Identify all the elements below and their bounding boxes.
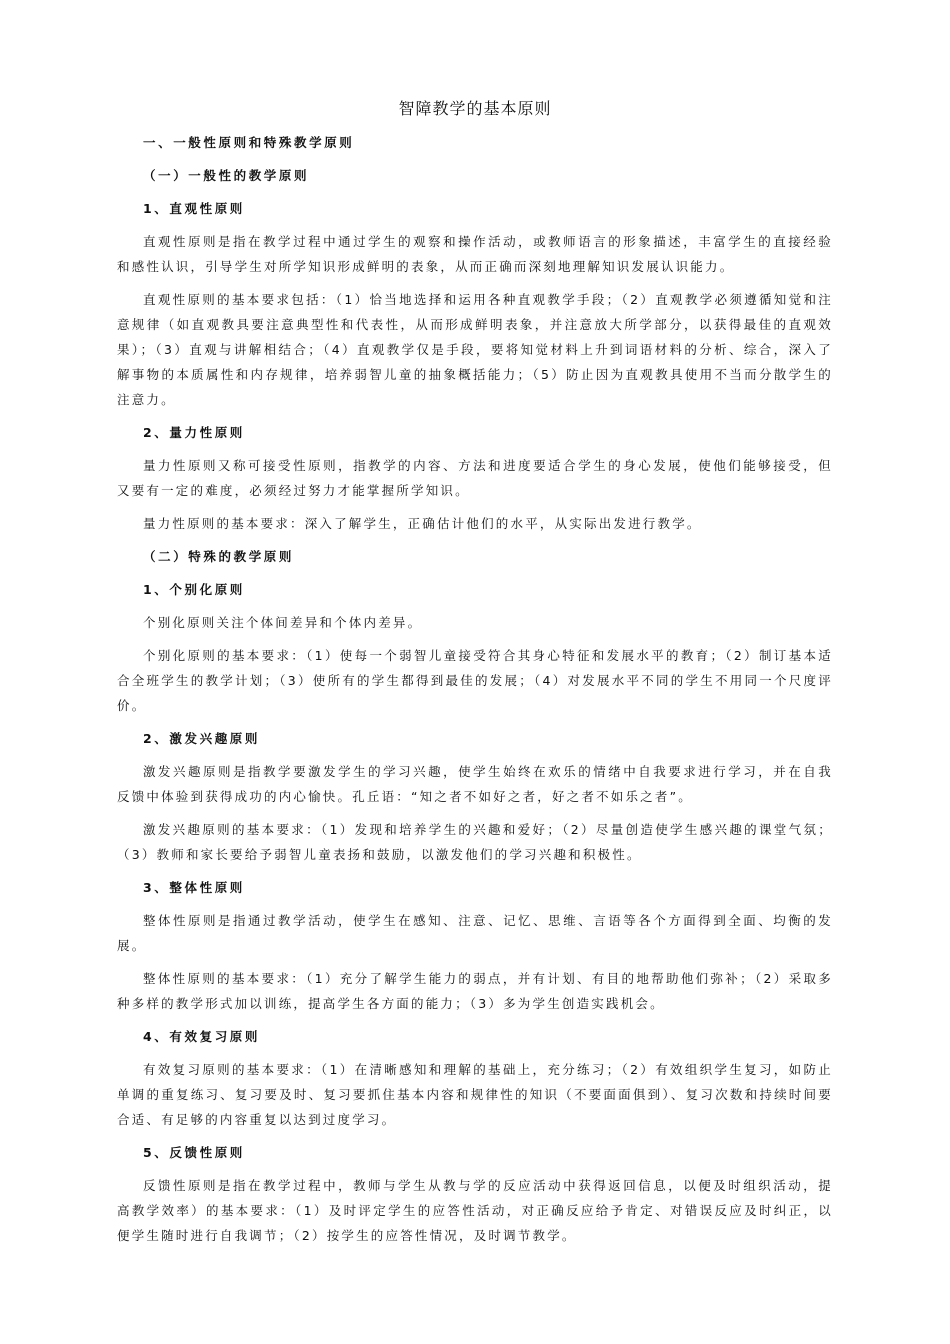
paragraph: 量力性原则的基本要求：深入了解学生，正确估计他们的水平，从实际出发进行教学。 bbox=[143, 516, 702, 531]
paragraph: 个别化原则关注个体间差异和个体内差异。 bbox=[143, 615, 423, 630]
paragraph: 整体性原则的基本要求：（1）充分了解学生能力的弱点，并有计划、有目的地帮助他们弥补；（2）采取多种多样的教学形式加以训练，提高学生各方面的能力；（3）多为学生创造实践机会。 bbox=[117, 971, 833, 1011]
principle-heading-individualized: 1、个别化原则 bbox=[143, 582, 245, 597]
principle-heading-feedback: 5、反馈性原则 bbox=[143, 1145, 245, 1160]
paragraph: 量力性原则又称可接受性原则，指教学的内容、方法和进度要适合学生的身心发展，使他们能够接受，但又要有一定的难度，必须经过努力才能掌握所学知识。 bbox=[117, 458, 833, 498]
document-body bbox=[117, 130, 833, 1256]
paragraph: 个别化原则的基本要求：（1）使每一个弱智儿童接受符合其身心特征和发展水平的教育；（2）制订基本适合全班学生的教学计划；（3）使所有的学生都得到最佳的发展；（4）对发展水平不同的学生不用同一个尺度评价。 bbox=[117, 648, 833, 713]
paragraph: 有效复习原则的基本要求：（1）在清晰感知和理解的基础上，充分练习；（2）有效组织学生复习，如防止单调的重复练习、复习要及时、复习要抓住基本内容和规律性的知识（不要面面俱到）、复习次数和持续时间要合适、有足够的内容重复以达到过度学习。 bbox=[117, 1062, 833, 1127]
principle-heading-review: 4、有效复习原则 bbox=[143, 1029, 260, 1044]
paragraph: 激发兴趣原则的基本要求：（1）发现和培养学生的兴趣和爱好；（2）尽量创造使学生感兴趣的课堂气氛；（3）教师和家长要给予弱智儿童表扬和鼓励，以激发他们的学习兴趣和积极性。 bbox=[117, 822, 833, 862]
principle-heading-capacity: 2、量力性原则 bbox=[143, 425, 245, 440]
document-title: 智障教学的基本原则 bbox=[398, 99, 552, 118]
paragraph: 整体性原则是指通过教学活动，使学生在感知、注意、记忆、思维、言语等各个方面得到全面、均衡的发展。 bbox=[117, 913, 833, 953]
principle-heading-holistic: 3、整体性原则 bbox=[143, 880, 245, 895]
principle-heading-intuitive: 1、直观性原则 bbox=[143, 201, 245, 216]
paragraph: 反馈性原则是指在教学过程中，教师与学生从教与学的反应活动中获得返回信息，以便及时组织活动，提高教学效率）的基本要求：（1）及时评定学生的应答性活动，对正确反应给予肯定、对错误反应及时纠正，以便学生随时进行自我调节；（2）按学生的应答性情况，及时调节教学。 bbox=[117, 1178, 833, 1243]
principle-heading-interest: 2、激发兴趣原则 bbox=[143, 731, 260, 746]
section-heading-1: 一、一般性原则和特殊教学原则 bbox=[143, 135, 355, 150]
paragraph: 直观性原则的基本要求包括：（1）恰当地选择和运用各种直观教学手段；（2）直观教学必须遵循知觉和注意规律（如直观教具要注意典型性和代表性，从而形成鲜明表象，并注意放大所学部分，以获得最佳的直观效果）；（3）直观与讲解相结合；（4）直观教学仅是手段，要将知觉材料上升到词语材料的分析、综合，深入了解事物的本质属性和内存规律，培养弱智儿童的抽象概括能力；（5）防止因为直观教具使用不当而分散学生的注意力。 bbox=[117, 292, 833, 407]
paragraph: 直观性原则是指在教学过程中通过学生的观察和操作活动，或教师语言的形象描述，丰富学生的直接经验和感性认识，引导学生对所学知识形成鲜明的表象，从而正确而深刻地理解知识发展认识能力。 bbox=[117, 234, 833, 274]
subsection-heading-special: （二）特殊的教学原则 bbox=[143, 549, 295, 564]
paragraph: 激发兴趣原则是指教学要激发学生的学习兴趣，使学生始终在欢乐的情绪中自我要求进行学习，并在自我反馈中体验到获得成功的内心愉快。孔丘语：“知之者不如好之者，好之者不如乐之者”。 bbox=[117, 764, 833, 804]
subsection-heading-general: （一）一般性的教学原则 bbox=[143, 168, 310, 183]
